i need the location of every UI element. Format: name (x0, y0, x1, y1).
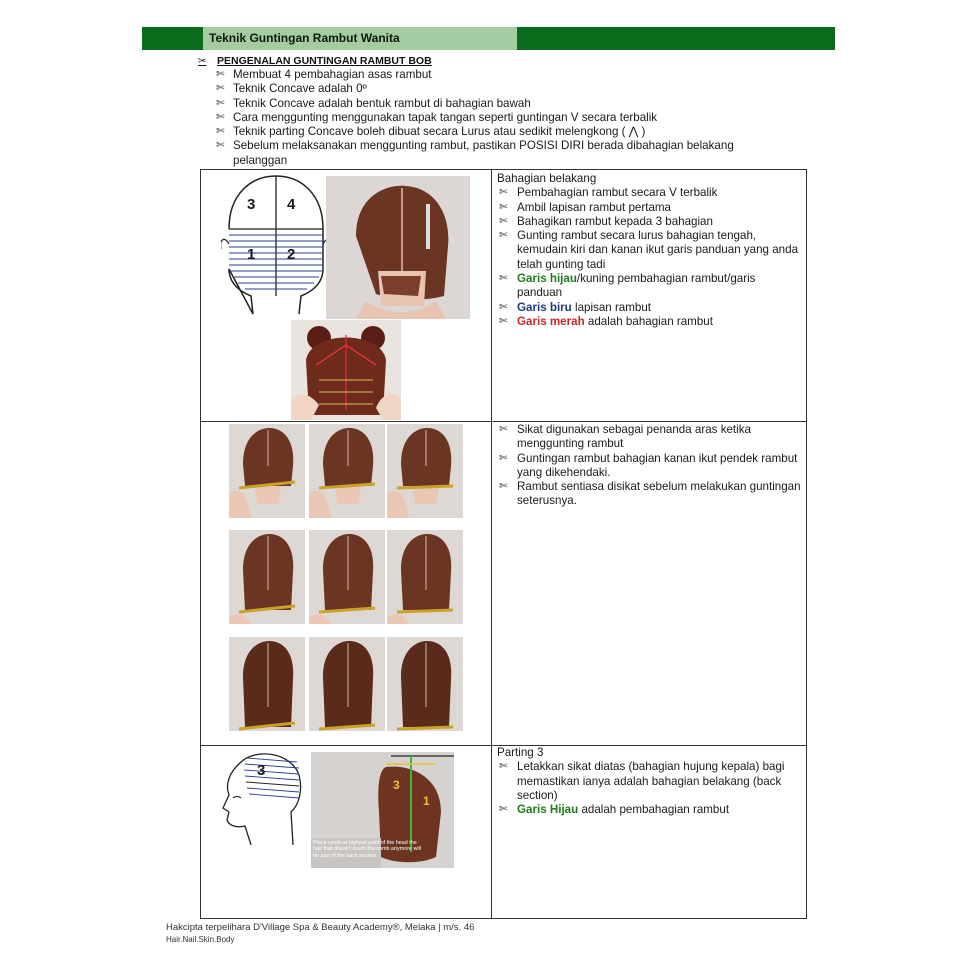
header-band (142, 27, 835, 50)
cutting-step-photo (309, 637, 385, 731)
list-item: ✄ Teknik Concave adalah 0º (216, 82, 367, 96)
section-title: ✂ PENGENALAN GUNTINGAN RAMBUT BOB (198, 55, 432, 67)
row2-bullet-list (497, 423, 802, 509)
scissors-bullet-icon: ✄ (499, 201, 508, 213)
cutting-step-photo (387, 530, 463, 624)
row1-bullet-list (497, 186, 802, 329)
cutting-step-photo (309, 530, 385, 624)
profile-head-diagram (211, 750, 303, 850)
scissors-bullet-icon: ✄ (216, 83, 225, 95)
page-footer (166, 922, 474, 946)
intro-bullet-list (198, 68, 818, 168)
list-item: ✄ Guntingan rambut bahagian kanan ikut pendek rambut yang dikehendaki. (499, 451, 798, 479)
section-label-2: 2 (287, 246, 296, 263)
list-item: ✄ Garis biru lapisan rambut (499, 300, 652, 314)
list-item: ✄ Teknik parting Concave boleh dibuat secara Lurus atau sedikit melengkong ( ⋀ ) (216, 125, 646, 139)
cutting-step-photo (387, 424, 463, 518)
list-item: ✄ Teknik Concave adalah bentuk rambut di bahagian bawah (216, 96, 531, 110)
list-item: ✄ Ambil lapisan rambut pertama (499, 200, 672, 214)
row3-heading: Parting 3 (497, 746, 544, 759)
intro-section (198, 54, 818, 168)
scissors-bullet-icon: ✄ (499, 187, 508, 199)
scissors-bullet-icon: ✄ (216, 69, 225, 80)
back-section-photo (326, 176, 470, 319)
scissors-bullet-icon: ✄ (499, 481, 508, 493)
row1-text (497, 172, 802, 329)
scissors-bullet-icon: ✄ (499, 761, 508, 773)
row1-heading: Bahagian belakang (497, 172, 597, 185)
row2-text (497, 423, 802, 509)
scissors-bullet-icon: ✄ (499, 301, 508, 313)
cutting-step-photo (387, 637, 463, 731)
scissors-bullet-icon: ✄ (499, 452, 508, 464)
scissors-bullet-icon: ✄ (216, 126, 225, 138)
scissors-bullet-icon: ✄ (216, 140, 225, 152)
list-item: ✄ Garis Hijau adalah pembahagian rambut (499, 803, 730, 817)
footer-tagline: Hair.Nail.Skin.Body (166, 935, 235, 944)
scissors-bullet-icon: ✄ (499, 273, 508, 285)
content-table (200, 169, 807, 919)
list-item: ✄ Gunting rambut secara lurus bahagian tengah, kemudain kiri dan kanan ikut garis panduan yang anda telah gunting tadi (499, 229, 799, 271)
parting-3-photo (311, 752, 454, 868)
photo-label-1: 1 (423, 794, 430, 808)
section-label-3: 3 (247, 196, 256, 213)
cutting-step-photo (229, 530, 305, 624)
list-item: ✄ Garis hijau/kuning pembahagian rambut/garis panduan (499, 272, 756, 300)
list-item: ✄ Cara menggunting menggunakan tapak tangan seperti guntingan V secara terbalik (216, 110, 658, 124)
copyright-text: Hakcipta terpelihara D'Village Spa & Beauty Academy®, Melaka | m/s. 46 (166, 922, 475, 933)
profile-section-label-3: 3 (257, 762, 266, 779)
row3-text (497, 746, 802, 817)
cutting-step-photo (229, 637, 305, 731)
scissors-bullet-icon: ✄ (499, 215, 508, 227)
list-item: ✄ Membuat 4 pembahagian asas rambut (216, 68, 432, 81)
cutting-step-photo (309, 424, 385, 518)
list-item: ✄ Sebelum melaksanakan menggunting rambut, pastikan POSISI DIRI berada dibahagian belakang pelanggan (216, 139, 734, 167)
page-title: Teknik Guntingan Rambut Wanita (209, 31, 400, 45)
list-item: ✄ Sikat digunakan sebagai penanda aras ketika menggunting rambut (499, 423, 751, 451)
head-sections-diagram (221, 174, 331, 319)
scissors-bullet-icon: ✄ (499, 424, 508, 435)
section-label-4: 4 (287, 196, 296, 213)
list-item: ✄ Letakkan sikat diatas (bahagian hujung kepala) bagi memastikan ianya adalah bahagian belakang (back section) (499, 760, 785, 802)
cutting-step-photo (229, 424, 305, 518)
photo-label-3: 3 (393, 778, 400, 792)
list-item: ✄ Pembahagian rambut secara V terbalik (499, 186, 718, 200)
section-label-1: 1 (247, 246, 256, 263)
row3-bullet-list (497, 760, 802, 817)
cutting-steps-photo-grid (229, 422, 469, 744)
scissors-bullet-icon: ✄ (499, 315, 508, 327)
list-item: ✄ Garis merah adalah bahagian rambut (499, 314, 713, 328)
scissors-bullet-icon: ✄ (216, 111, 225, 123)
comb-scissors-icon: ✂ (198, 55, 207, 67)
sectioning-lines-photo (291, 320, 401, 420)
scissors-bullet-icon: ✄ (499, 804, 508, 816)
list-item: ✄ Rambut sentiasa disikat sebelum melakukan guntingan seterusnya. (499, 480, 801, 508)
photo-caption: Place comb at highest point of the head the hair that doesn't touch the comb anymore will be part of the back section (313, 840, 421, 859)
scissors-bullet-icon: ✄ (216, 97, 225, 109)
list-item: ✄ Bahagikan rambut kepada 3 bahagian (499, 214, 713, 228)
scissors-bullet-icon: ✄ (499, 230, 508, 242)
